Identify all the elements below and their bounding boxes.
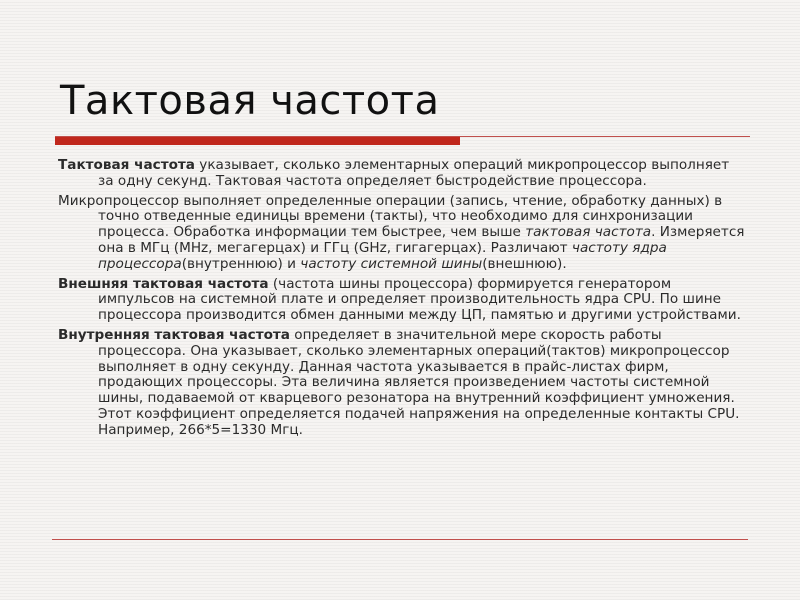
paragraph-text: определяет в значительной мере скорость работы процессора. Она указывает, сколько элементарных операций(тактов) микропроцессор выполняет в одну секунду. Данная частота указывается в прайс-листах фирм, продающих процессоры. Эта величина является произведением частоты системной шины, подаваемой от кварцевого резонатора на внутренний коэффициент умножения. Этот коэффициент определяется подачей напряжения на определенные контакты CPU. Например, 266*5=1330 Мгц. — [98, 326, 740, 438]
term-internal-frequency: Внутренняя тактовая частота — [58, 326, 290, 343]
paragraph-internal-frequency — [58, 328, 748, 439]
paragraph-text: . Измеряется она в МГц (MHz, мегагерцах) и ГГц (GHz, гигагерцах). Различают — [98, 224, 745, 256]
term-italic-bus-frequency: частоту системной шины — [300, 255, 483, 272]
paragraph-text: (внутреннюю) и — [181, 255, 301, 272]
paragraph-text: Микропроцессор выполняет определенные операции (запись, чтение, обработку данных) в точно отведенные единицы времени (такты), что необходимо для синхронизации процесса. Обработка информации тем быстрее, чем выше — [58, 192, 723, 241]
slide-body — [58, 158, 748, 443]
slide-title: Тактовая частота — [60, 78, 440, 124]
term-external-frequency: Внешняя тактовая частота — [58, 275, 269, 292]
paragraph-text: (внешнюю). — [482, 255, 567, 272]
footer-divider — [52, 539, 748, 540]
paragraph-text: (частота шины процессора) формируется генератором импульсов на системной плате и определяет производительность ядра CPU. По шине процессора производится обмен данными между ЦП, памятью и другими устройствами. — [98, 275, 741, 324]
term-italic-clock-frequency: тактовая частота — [525, 224, 652, 241]
paragraph-external-frequency — [58, 277, 748, 324]
title-underline-accent — [55, 137, 460, 145]
paragraph-clock-frequency — [58, 158, 748, 190]
term-italic-core-frequency: частоту ядра процессора — [98, 239, 667, 272]
paragraph-processor-operations — [58, 194, 748, 273]
term-clock-frequency: Тактовая частота — [58, 157, 195, 173]
paragraph-text: указывает, сколько элементарных операций микропроцессор выполняет за одну секунд. Тактовая частота определяет быстродействие процессора. — [98, 157, 730, 189]
